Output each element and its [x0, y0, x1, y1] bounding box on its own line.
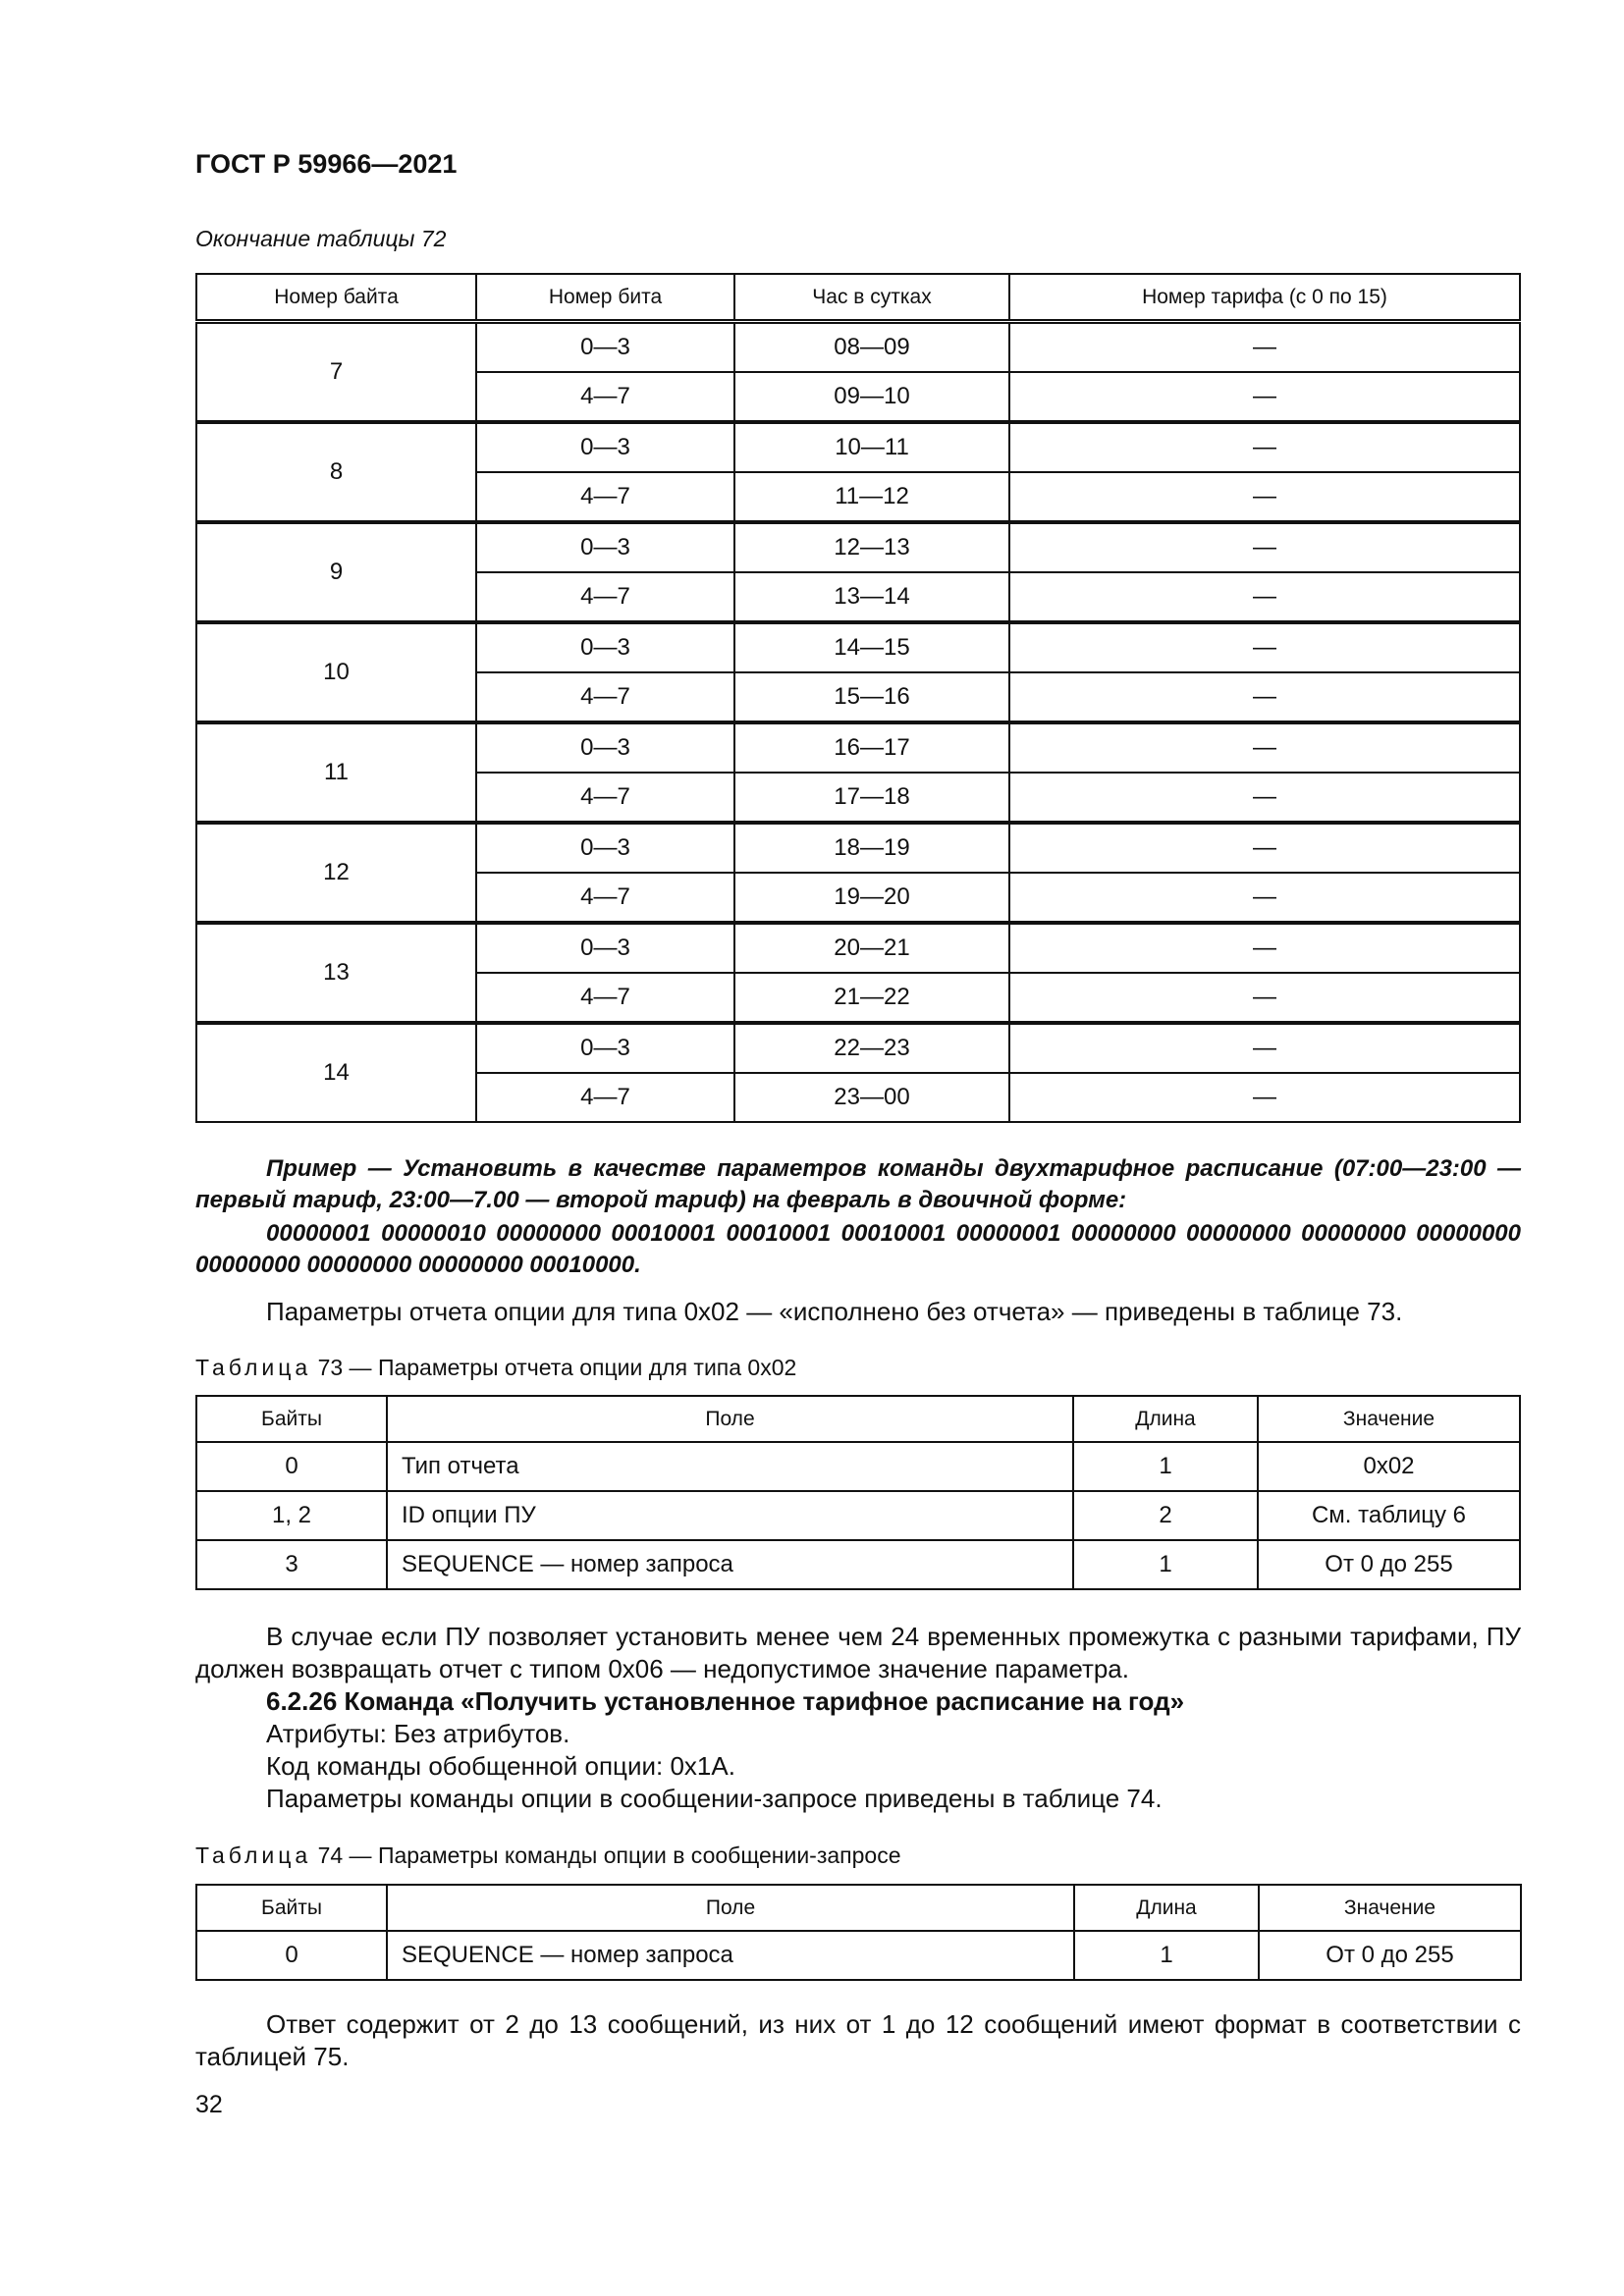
- bit-number-cell: 4—7: [476, 372, 734, 422]
- tariff-cell: —: [1009, 873, 1520, 923]
- section-heading: 6.2.26 Команда «Получить установленное тарифное расписание на год»: [266, 1686, 1185, 1716]
- attributes-line: Атрибуты: Без атрибутов.: [266, 1719, 570, 1748]
- table-header-row: [196, 1396, 1520, 1442]
- table-row: [196, 923, 1520, 973]
- hour-cell: 11—12: [734, 472, 1009, 522]
- table-header-row: [196, 1885, 1521, 1931]
- tariff-cell: —: [1009, 322, 1520, 373]
- column-header: Значение: [1258, 1396, 1520, 1442]
- tariff-cell: —: [1009, 372, 1520, 422]
- bit-number-cell: 0—3: [476, 322, 734, 373]
- byte-number-cell: 11: [196, 722, 476, 823]
- bit-number-cell: 0—3: [476, 522, 734, 572]
- table-row: [196, 1540, 1520, 1589]
- column-header: Длина: [1073, 1396, 1258, 1442]
- tariff-cell: —: [1009, 622, 1520, 672]
- bit-number-cell: 4—7: [476, 572, 734, 622]
- tariff-cell: —: [1009, 823, 1520, 873]
- column-header: Значение: [1259, 1885, 1521, 1931]
- hour-cell: 13—14: [734, 572, 1009, 622]
- tariff-cell: —: [1009, 672, 1520, 722]
- length-cell: 2: [1073, 1491, 1258, 1540]
- tariff-cell: —: [1009, 973, 1520, 1023]
- bit-number-cell: 4—7: [476, 773, 734, 823]
- bit-number-cell: 4—7: [476, 672, 734, 722]
- column-header: Байты: [196, 1885, 387, 1931]
- column-header: Номер байта: [196, 274, 476, 322]
- hour-cell: 15—16: [734, 672, 1009, 722]
- value-cell: От 0 до 255: [1259, 1931, 1521, 1980]
- bit-number-cell: 0—3: [476, 823, 734, 873]
- byte-number-cell: 9: [196, 522, 476, 622]
- field-cell: SEQUENCE — номер запроса: [387, 1540, 1073, 1589]
- column-header: Поле: [387, 1396, 1073, 1442]
- hour-cell: 12—13: [734, 522, 1009, 572]
- length-cell: 1: [1073, 1540, 1258, 1589]
- hour-cell: 09—10: [734, 372, 1009, 422]
- hour-cell: 17—18: [734, 773, 1009, 823]
- byte-number-cell: 7: [196, 322, 476, 423]
- bit-number-cell: 4—7: [476, 1073, 734, 1122]
- tariff-cell: —: [1009, 472, 1520, 522]
- table-row: [196, 522, 1520, 572]
- paragraph: Параметры команды опции в сообщении-запросе приведены в таблице 74.: [266, 1784, 1163, 1813]
- bytes-cell: 0: [196, 1442, 387, 1491]
- length-cell: 1: [1074, 1931, 1259, 1980]
- value-cell: 0x02: [1258, 1442, 1520, 1491]
- caption-prefix: Таблица: [195, 1355, 312, 1380]
- hour-cell: 19—20: [734, 873, 1009, 923]
- field-cell: ID опции ПУ: [387, 1491, 1073, 1540]
- tariff-cell: —: [1009, 522, 1520, 572]
- hour-cell: 21—22: [734, 973, 1009, 1023]
- command-code-line: Код команды обобщенной опции: 0x1A.: [266, 1751, 735, 1781]
- table-73-caption: [195, 1355, 796, 1381]
- byte-number-cell: 14: [196, 1023, 476, 1122]
- value-cell: От 0 до 255: [1258, 1540, 1520, 1589]
- bit-number-cell: 0—3: [476, 622, 734, 672]
- bytes-cell: 0: [196, 1931, 387, 1980]
- hour-cell: 22—23: [734, 1023, 1009, 1073]
- bit-number-cell: 0—3: [476, 923, 734, 973]
- length-cell: 1: [1073, 1442, 1258, 1491]
- table-74: [195, 1884, 1522, 1981]
- paragraph: Параметры отчета опции для типа 0x02 — «исполнено без отчета» — приведены в таблице 73.: [266, 1297, 1403, 1326]
- table-row: [196, 422, 1520, 472]
- tariff-cell: —: [1009, 1073, 1520, 1122]
- example-text: Пример — Установить в качестве параметров команды двухтарифное расписание (07:00—23:00 — первый тариф, 23:00—7.00 — второй тариф) на февраль в двоичной форме:: [195, 1155, 1521, 1213]
- table-72: [195, 273, 1521, 1123]
- table-row: [196, 1023, 1520, 1073]
- table-72-caption: Окончание таблицы 72: [195, 226, 447, 251]
- tariff-cell: —: [1009, 923, 1520, 973]
- tariff-cell: —: [1009, 1023, 1520, 1073]
- table-row: [196, 1491, 1520, 1540]
- column-header: Длина: [1074, 1885, 1259, 1931]
- bit-number-cell: 4—7: [476, 472, 734, 522]
- table-73: [195, 1395, 1521, 1590]
- hour-cell: 10—11: [734, 422, 1009, 472]
- table-row: [196, 823, 1520, 873]
- table-row: [196, 622, 1520, 672]
- bytes-cell: 1, 2: [196, 1491, 387, 1540]
- column-header: Поле: [387, 1885, 1074, 1931]
- bit-number-cell: 0—3: [476, 722, 734, 773]
- hour-cell: 14—15: [734, 622, 1009, 672]
- table-row: [196, 722, 1520, 773]
- table-74-caption: [195, 1842, 901, 1869]
- byte-number-cell: 8: [196, 422, 476, 522]
- column-header: Номер тарифа (с 0 по 15): [1009, 274, 1520, 322]
- value-cell: См. таблицу 6: [1258, 1491, 1520, 1540]
- paragraph: Ответ содержит от 2 до 13 сообщений, из них от 1 до 12 сообщений имеют формат в соответствии с таблицей 75.: [195, 2009, 1521, 2071]
- page-number: 32: [195, 2091, 223, 2118]
- table-row: [196, 1442, 1520, 1491]
- paragraph: В случае если ПУ позволяет установить менее чем 24 временных промежутка с разными тарифами, ПУ должен возвращать отчет с типом 0x06 — недопустимое значение параметра.: [195, 1622, 1521, 1683]
- caption-prefix: Таблица: [195, 1842, 312, 1868]
- table-row: [196, 1931, 1521, 1980]
- tariff-cell: —: [1009, 572, 1520, 622]
- bit-number-cell: 0—3: [476, 1023, 734, 1073]
- table-header-row: [196, 274, 1520, 322]
- bit-number-cell: 4—7: [476, 873, 734, 923]
- example-binary: 00000001 00000010 00000000 00010001 00010001 00010001 00000001 00000000 00000000 00000000 00000000 00000000 00000000 00000000 00010000.: [195, 1220, 1521, 1278]
- hour-cell: 18—19: [734, 823, 1009, 873]
- byte-number-cell: 10: [196, 622, 476, 722]
- bit-number-cell: 0—3: [476, 422, 734, 472]
- column-header: Номер бита: [476, 274, 734, 322]
- hour-cell: 16—17: [734, 722, 1009, 773]
- tariff-cell: —: [1009, 722, 1520, 773]
- tariff-cell: —: [1009, 422, 1520, 472]
- byte-number-cell: 13: [196, 923, 476, 1023]
- field-cell: Тип отчета: [387, 1442, 1073, 1491]
- byte-number-cell: 12: [196, 823, 476, 923]
- column-header: Байты: [196, 1396, 387, 1442]
- bit-number-cell: 4—7: [476, 973, 734, 1023]
- caption-text: 74 — Параметры команды опции в сообщении-запросе: [317, 1842, 901, 1868]
- bytes-cell: 3: [196, 1540, 387, 1589]
- tariff-cell: —: [1009, 773, 1520, 823]
- hour-cell: 08—09: [734, 322, 1009, 373]
- hour-cell: 20—21: [734, 923, 1009, 973]
- field-cell: SEQUENCE — номер запроса: [387, 1931, 1074, 1980]
- table-row: [196, 322, 1520, 373]
- caption-text: 73 — Параметры отчета опции для типа 0x02: [317, 1355, 797, 1380]
- document-header: ГОСТ Р 59966—2021: [195, 149, 458, 179]
- column-header: Час в сутках: [734, 274, 1009, 322]
- hour-cell: 23—00: [734, 1073, 1009, 1122]
